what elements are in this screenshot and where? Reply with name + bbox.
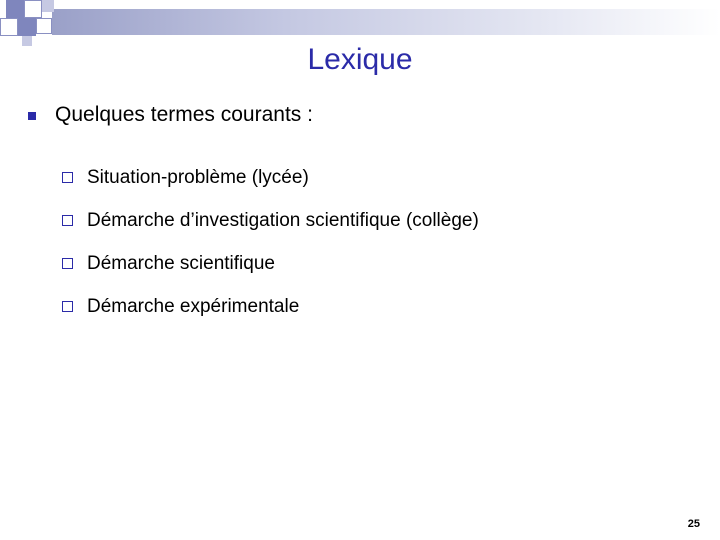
page-number: 25: [687, 518, 700, 530]
list-item-text: Démarche expérimentale: [87, 296, 300, 317]
decor-square: [42, 0, 54, 12]
list-item-text: Situation-problème (lycée): [87, 167, 309, 188]
checkbox-bullet-icon: [62, 215, 73, 226]
decor-square: [6, 0, 24, 18]
slide-title: Lexique: [307, 43, 413, 76]
checkbox-bullet-icon: [62, 301, 73, 312]
decor-square: [36, 18, 52, 34]
main-bullet-text: Quelques termes courants :: [55, 103, 313, 126]
checkbox-bullet-icon: [62, 172, 73, 183]
checkbox-bullet-icon: [62, 258, 73, 269]
decor-square: [24, 0, 42, 18]
decor-square: [18, 18, 36, 36]
header-band: [52, 9, 720, 35]
square-bullet-icon: [28, 112, 36, 120]
list-item-text: Démarche d’investigation scientifique (collège): [87, 210, 479, 231]
decor-square: [0, 18, 18, 36]
list-item-text: Démarche scientifique: [87, 253, 275, 274]
